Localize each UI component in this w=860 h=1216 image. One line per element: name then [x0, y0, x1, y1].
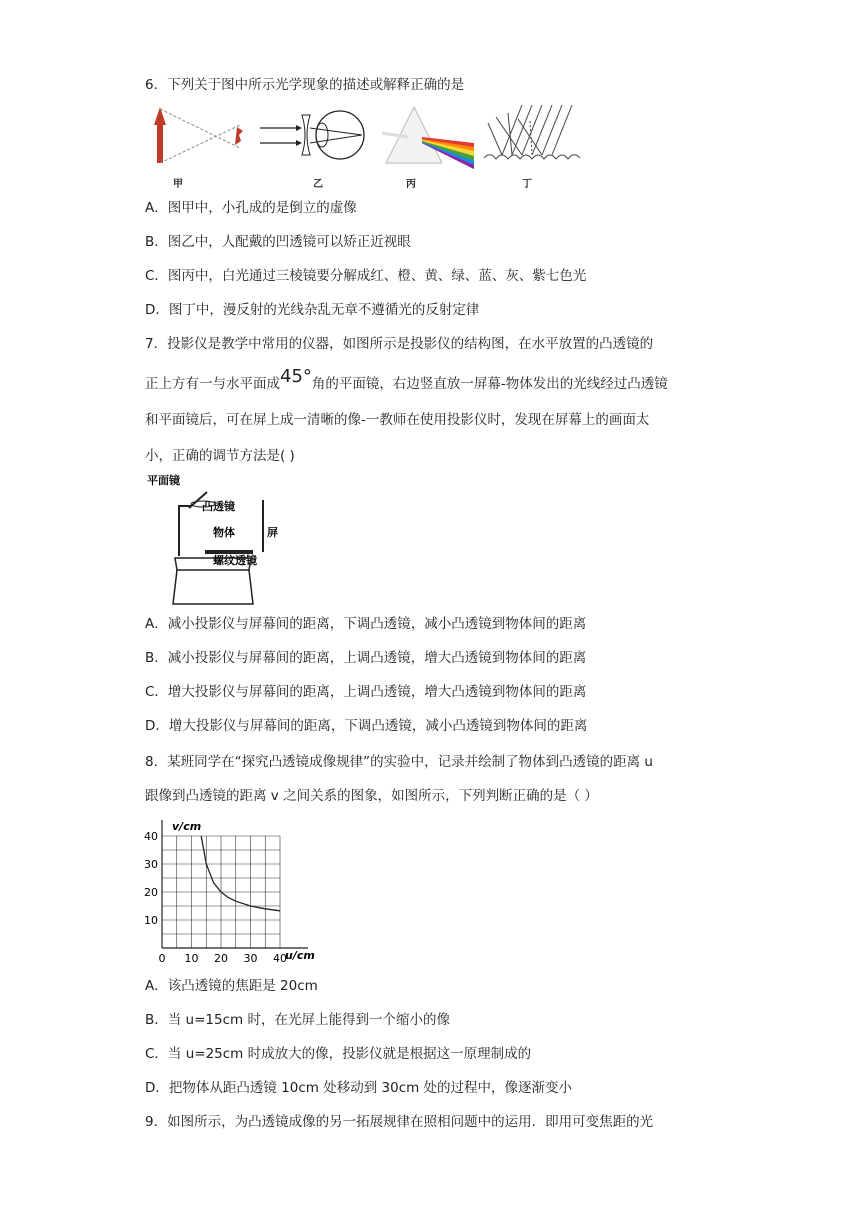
- chart-series: [201, 836, 280, 911]
- x-tick-label: 20: [214, 952, 228, 965]
- q6-option-c: C．图丙中，白光通过三棱镜要分解成红、橙、黄、绿、蓝、灰、紫七色光: [145, 268, 587, 284]
- y-tick-label: 20: [144, 886, 158, 899]
- x-tick-label: 10: [184, 952, 199, 965]
- q7-option-d: D．增大投影仪与屏幕间的距离，下调凸透镜，减小凸透镜到物体间的距离: [145, 718, 588, 734]
- fig-projector: [145, 470, 278, 605]
- q6-option-b: B．图乙中，人配戴的凹透镜可以矫正近视眼: [145, 234, 411, 250]
- q8-stem-line1: 8．某班同学在“探究凸透镜成像规律”的实验中，记录并绘制了物体到凸透镜的距离 u: [145, 754, 653, 770]
- caption-yi: 乙: [313, 179, 323, 190]
- fig-diffuse-reflection: [482, 103, 582, 173]
- x-axis-label: u/cm: [285, 949, 315, 962]
- y-axis-label: v/cm: [172, 820, 202, 833]
- chart-axes: [162, 820, 308, 948]
- label-mirror: 平面镜: [147, 474, 180, 487]
- label-lens: 凸透镜: [202, 500, 235, 513]
- x-tick-label: 40: [273, 952, 287, 965]
- fig-prism: [382, 103, 477, 173]
- y-tick-label: 30: [144, 858, 158, 871]
- q6-option-a: A．图甲中，小孔成的是倒立的虚像: [145, 200, 357, 216]
- q6-option-d: D．图丁中，漫反射的光线杂乱无章不遵循光的反射定律: [145, 302, 480, 318]
- q7-option-a: A．减小投影仪与屏幕间的距离，下调凸透镜，减小凸透镜到物体间的距离: [145, 616, 587, 632]
- q8-option-a: A．该凸透镜的焦距是 20cm: [145, 978, 318, 994]
- caption-bing: 丙: [406, 179, 416, 190]
- fig-pinhole: [145, 103, 245, 173]
- label-object: 物体: [213, 526, 235, 539]
- q7-stem-line2: 正上方有一与水平面成45°角的平面镜，右边竖直放一屏幕‐物体发出的光线经过凸透镜: [145, 366, 668, 392]
- series-line-uv: [201, 836, 280, 911]
- q7-stem-line4: 小，正确的调节方法是( ): [145, 448, 295, 464]
- fig-eye-concave-lens: [258, 103, 368, 173]
- q8-option-c: C．当 u=25cm 时成放大的像，投影仪就是根据这一原理制成的: [145, 1046, 532, 1062]
- q9-stem-line1: 9．如图所示，为凸透镜成像的另一拓展规律在照相问题中的运用．即用可变焦距的光: [145, 1114, 654, 1130]
- label-screen: 屏: [267, 526, 278, 539]
- caption-jia: 甲: [173, 179, 183, 190]
- q7-stem-line3: 和平面镜后，可在屏上成一清晰的像‐一教师在使用投影仪时，发现在屏幕上的画面太: [145, 412, 650, 428]
- q7-option-c: C．增大投影仪与屏幕间的距离，上调凸透镜，增大凸透镜到物体间的距离: [145, 684, 587, 700]
- q6-stem: 6．下列关于图中所示光学现象的描述或解释正确的是: [145, 77, 465, 93]
- x-tick-label: 30: [243, 952, 258, 965]
- q8-option-b: B．当 u=15cm 时，在光屏上能得到一个缩小的像: [145, 1012, 450, 1028]
- q8-stem-line2: 跟像到凸透镜的距离 v 之间关系的图象，如图所示，下列判断正确的是（ ）: [145, 788, 598, 804]
- label-fresnel: 螺纹透镜: [213, 554, 257, 567]
- uv-chart: [140, 808, 340, 968]
- x-tick-label: 0: [158, 952, 166, 965]
- q7-stem-line1: 7．投影仪是教学中常用的仪器，如图所示是投影仪的结构图，在水平放置的凸透镜的: [145, 336, 654, 352]
- caption-ding: 丁: [522, 179, 532, 190]
- q8-option-d: D．把物体从距凸透镜 10cm 处移动到 30cm 处的过程中，像逐渐变小: [145, 1080, 573, 1096]
- q7-option-b: B．减小投影仪与屏幕间的距离，上调凸透镜，增大凸透镜到物体间的距离: [145, 650, 587, 666]
- y-tick-label: 10: [144, 914, 158, 927]
- angle-45: 45°: [280, 366, 312, 387]
- y-tick-label: 40: [144, 830, 158, 843]
